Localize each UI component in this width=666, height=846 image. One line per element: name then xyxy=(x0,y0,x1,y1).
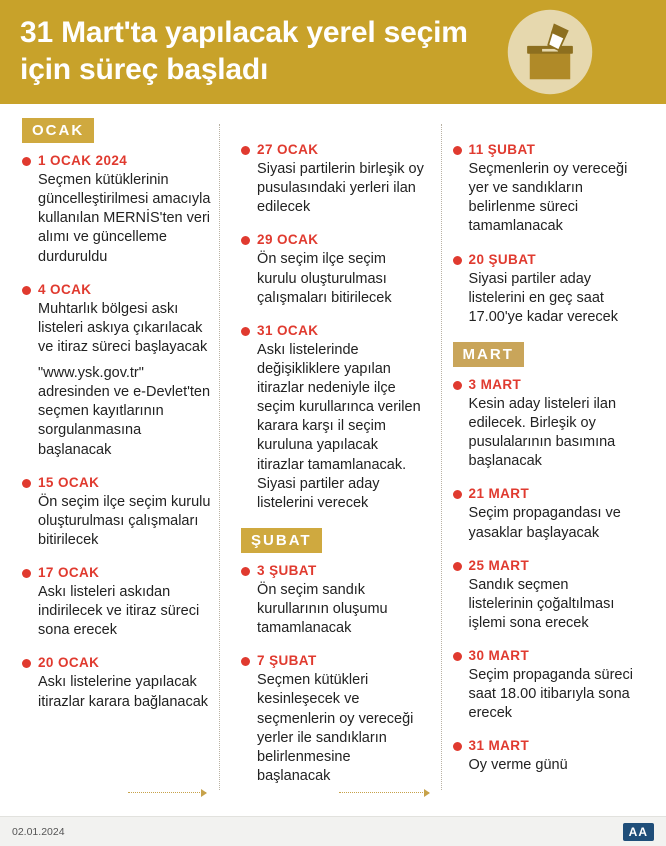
entry-text: Sandık seçmen listelerinin çoğaltılması işlemi sona erecek xyxy=(468,576,615,631)
bullet-dot-icon xyxy=(241,236,250,245)
entry-date: 7 ŞUBAT xyxy=(257,653,317,669)
entry-date: 25 MART xyxy=(468,557,530,573)
agency-logo-mark: AA xyxy=(623,823,654,841)
timeline-column-2 xyxy=(227,118,438,816)
timeline-entry xyxy=(453,558,636,633)
entry-date: 27 OCAK xyxy=(257,142,319,157)
bullet-dot-icon xyxy=(453,490,462,499)
bullet-dot-icon xyxy=(453,256,462,265)
timeline-column-3 xyxy=(439,118,650,816)
timeline-entry xyxy=(22,153,213,267)
timeline-entry xyxy=(22,565,213,640)
bullet-dot-icon xyxy=(241,327,250,336)
entry-text: Kesin aday listeleri ilan edilecek. Birleşik oy pusulalarının basımına başlanacak xyxy=(468,395,617,470)
entry-text: Siyasi partilerin birleşik oy pusulasındaki yerleri ilan edilecek xyxy=(257,161,424,216)
bullet-dot-icon xyxy=(241,567,250,576)
bullet-dot-icon xyxy=(22,286,31,295)
entry-date: 1 OCAK 2024 xyxy=(38,153,128,168)
month-chip-subat: ŞUBAT xyxy=(241,528,322,553)
entry-text: Ön seçim ilçe seçim kurulu oluşturulması çalışmaları bitirilecek xyxy=(38,493,211,548)
footer xyxy=(0,816,666,846)
timeline-entry xyxy=(241,653,424,786)
timeline-entry xyxy=(453,486,636,542)
timeline-body xyxy=(0,104,666,816)
entry-text: Seçim propagandası ve yasaklar başlayacak xyxy=(468,505,621,541)
timeline-entry xyxy=(241,563,424,638)
flow-arrow-icon xyxy=(128,792,206,804)
entry-text: Ön seçim sandık kurullarının oluşumu tamamlanacak xyxy=(257,581,388,637)
entry-date: 11 ŞUBAT xyxy=(468,142,536,157)
bullet-dot-icon xyxy=(453,742,462,751)
entry-text: Ön seçim ilçe seçim kurulu oluşturulması çalışmaları bitirilecek xyxy=(257,251,392,306)
timeline-entry xyxy=(453,648,636,723)
timeline-entry xyxy=(453,142,636,237)
timeline-entry xyxy=(241,142,424,217)
flow-arrow-icon xyxy=(339,792,429,804)
entry-date: 31 OCAK xyxy=(257,322,319,338)
entry-date: 20 ŞUBAT xyxy=(468,251,536,267)
entry-date: 3 MART xyxy=(468,376,522,392)
ballot-box-icon xyxy=(504,8,596,96)
entry-date: 15 OCAK xyxy=(38,474,100,490)
bullet-dot-icon xyxy=(453,652,462,661)
timeline-entry xyxy=(22,282,213,357)
bullet-dot-icon xyxy=(22,569,31,578)
timeline-entry xyxy=(22,475,213,550)
entry-text: Oy verme günü xyxy=(468,757,568,774)
entry-note: "www.ysk.gov.tr" adresinden ve e-Devlet'ten seçmen kayıtlarının sorgulanmasına başlanacak xyxy=(38,365,211,458)
entry-text: Askı listelerine yapılacak itirazlar karara bağlanacak xyxy=(38,674,209,710)
entry-text: Askı listeleri askıdan indirilecek ve itiraz süreci sona erecek xyxy=(38,584,200,639)
entry-text: Seçmen kütüklerinin güncelleştirilmesi amacıyla kullanılan MERNİS'ten veri alımı ve güncelleme durduruldu xyxy=(38,172,211,265)
timeline-entry xyxy=(241,323,424,513)
month-chip-ocak: OCAK xyxy=(22,118,94,143)
agency-logo xyxy=(623,823,654,841)
entry-text: Seçmenlerin oy vereceği yer ve sandıkların belirlenme süreci tamamlanacak xyxy=(468,161,628,235)
bullet-dot-icon xyxy=(22,157,31,166)
bullet-dot-icon xyxy=(22,659,31,668)
bullet-dot-icon xyxy=(453,562,462,571)
bullet-dot-icon xyxy=(453,381,462,390)
timeline-entry xyxy=(241,232,424,307)
timeline-entry xyxy=(453,738,636,775)
entry-text: Siyasi partiler aday listelerini en geç saat 17.00'ye kadar verecek xyxy=(468,270,618,325)
entry-date: 4 OCAK xyxy=(38,281,92,297)
bullet-dot-icon xyxy=(241,146,250,155)
entry-text: Seçim propaganda süreci saat 18.00 itibarıyla sona erecek xyxy=(468,667,633,722)
page-title: 31 Mart'ta yapılacak yerel seçim için süreç başladı xyxy=(20,16,468,86)
entry-text: Muhtarlık bölgesi askı listeleri askıya çıkarılacak ve itiraz süreci başlayacak xyxy=(38,300,208,355)
entry-date: 21 MART xyxy=(468,486,530,502)
entry-date: 20 OCAK xyxy=(38,655,100,671)
bullet-dot-icon xyxy=(453,146,462,155)
entry-text: Seçmen kütükleri kesinleşecek ve seçmenlerin oy vereceği yerler ile sandıkların belirlenmesine başlanacak xyxy=(257,672,414,784)
entry-date: 29 OCAK xyxy=(257,232,319,248)
entry-text: Askı listelerinde değişikliklere yapılan itirazlar nedeniyle ilçe seçim kurullarınca verilen karara karşı il seçim kuruluna yapılacak itirazlar tamamlanacak. Siyasi partiler aday listelerini verecek xyxy=(257,341,421,511)
timeline-entry xyxy=(453,377,636,472)
bullet-dot-icon xyxy=(22,479,31,488)
month-chip-mart: MART xyxy=(453,342,524,367)
entry-date: 31 MART xyxy=(468,738,530,754)
entry-date: 17 OCAK xyxy=(38,565,100,580)
timeline-entry xyxy=(22,655,213,711)
timeline-entry xyxy=(453,252,636,327)
entry-date: 30 MART xyxy=(468,648,530,663)
entry-date: 3 ŞUBAT xyxy=(257,562,317,578)
timeline-column-1 xyxy=(16,118,227,816)
header xyxy=(0,0,666,104)
bullet-dot-icon xyxy=(241,657,250,666)
footer-date: 02.01.2024 xyxy=(12,825,65,838)
